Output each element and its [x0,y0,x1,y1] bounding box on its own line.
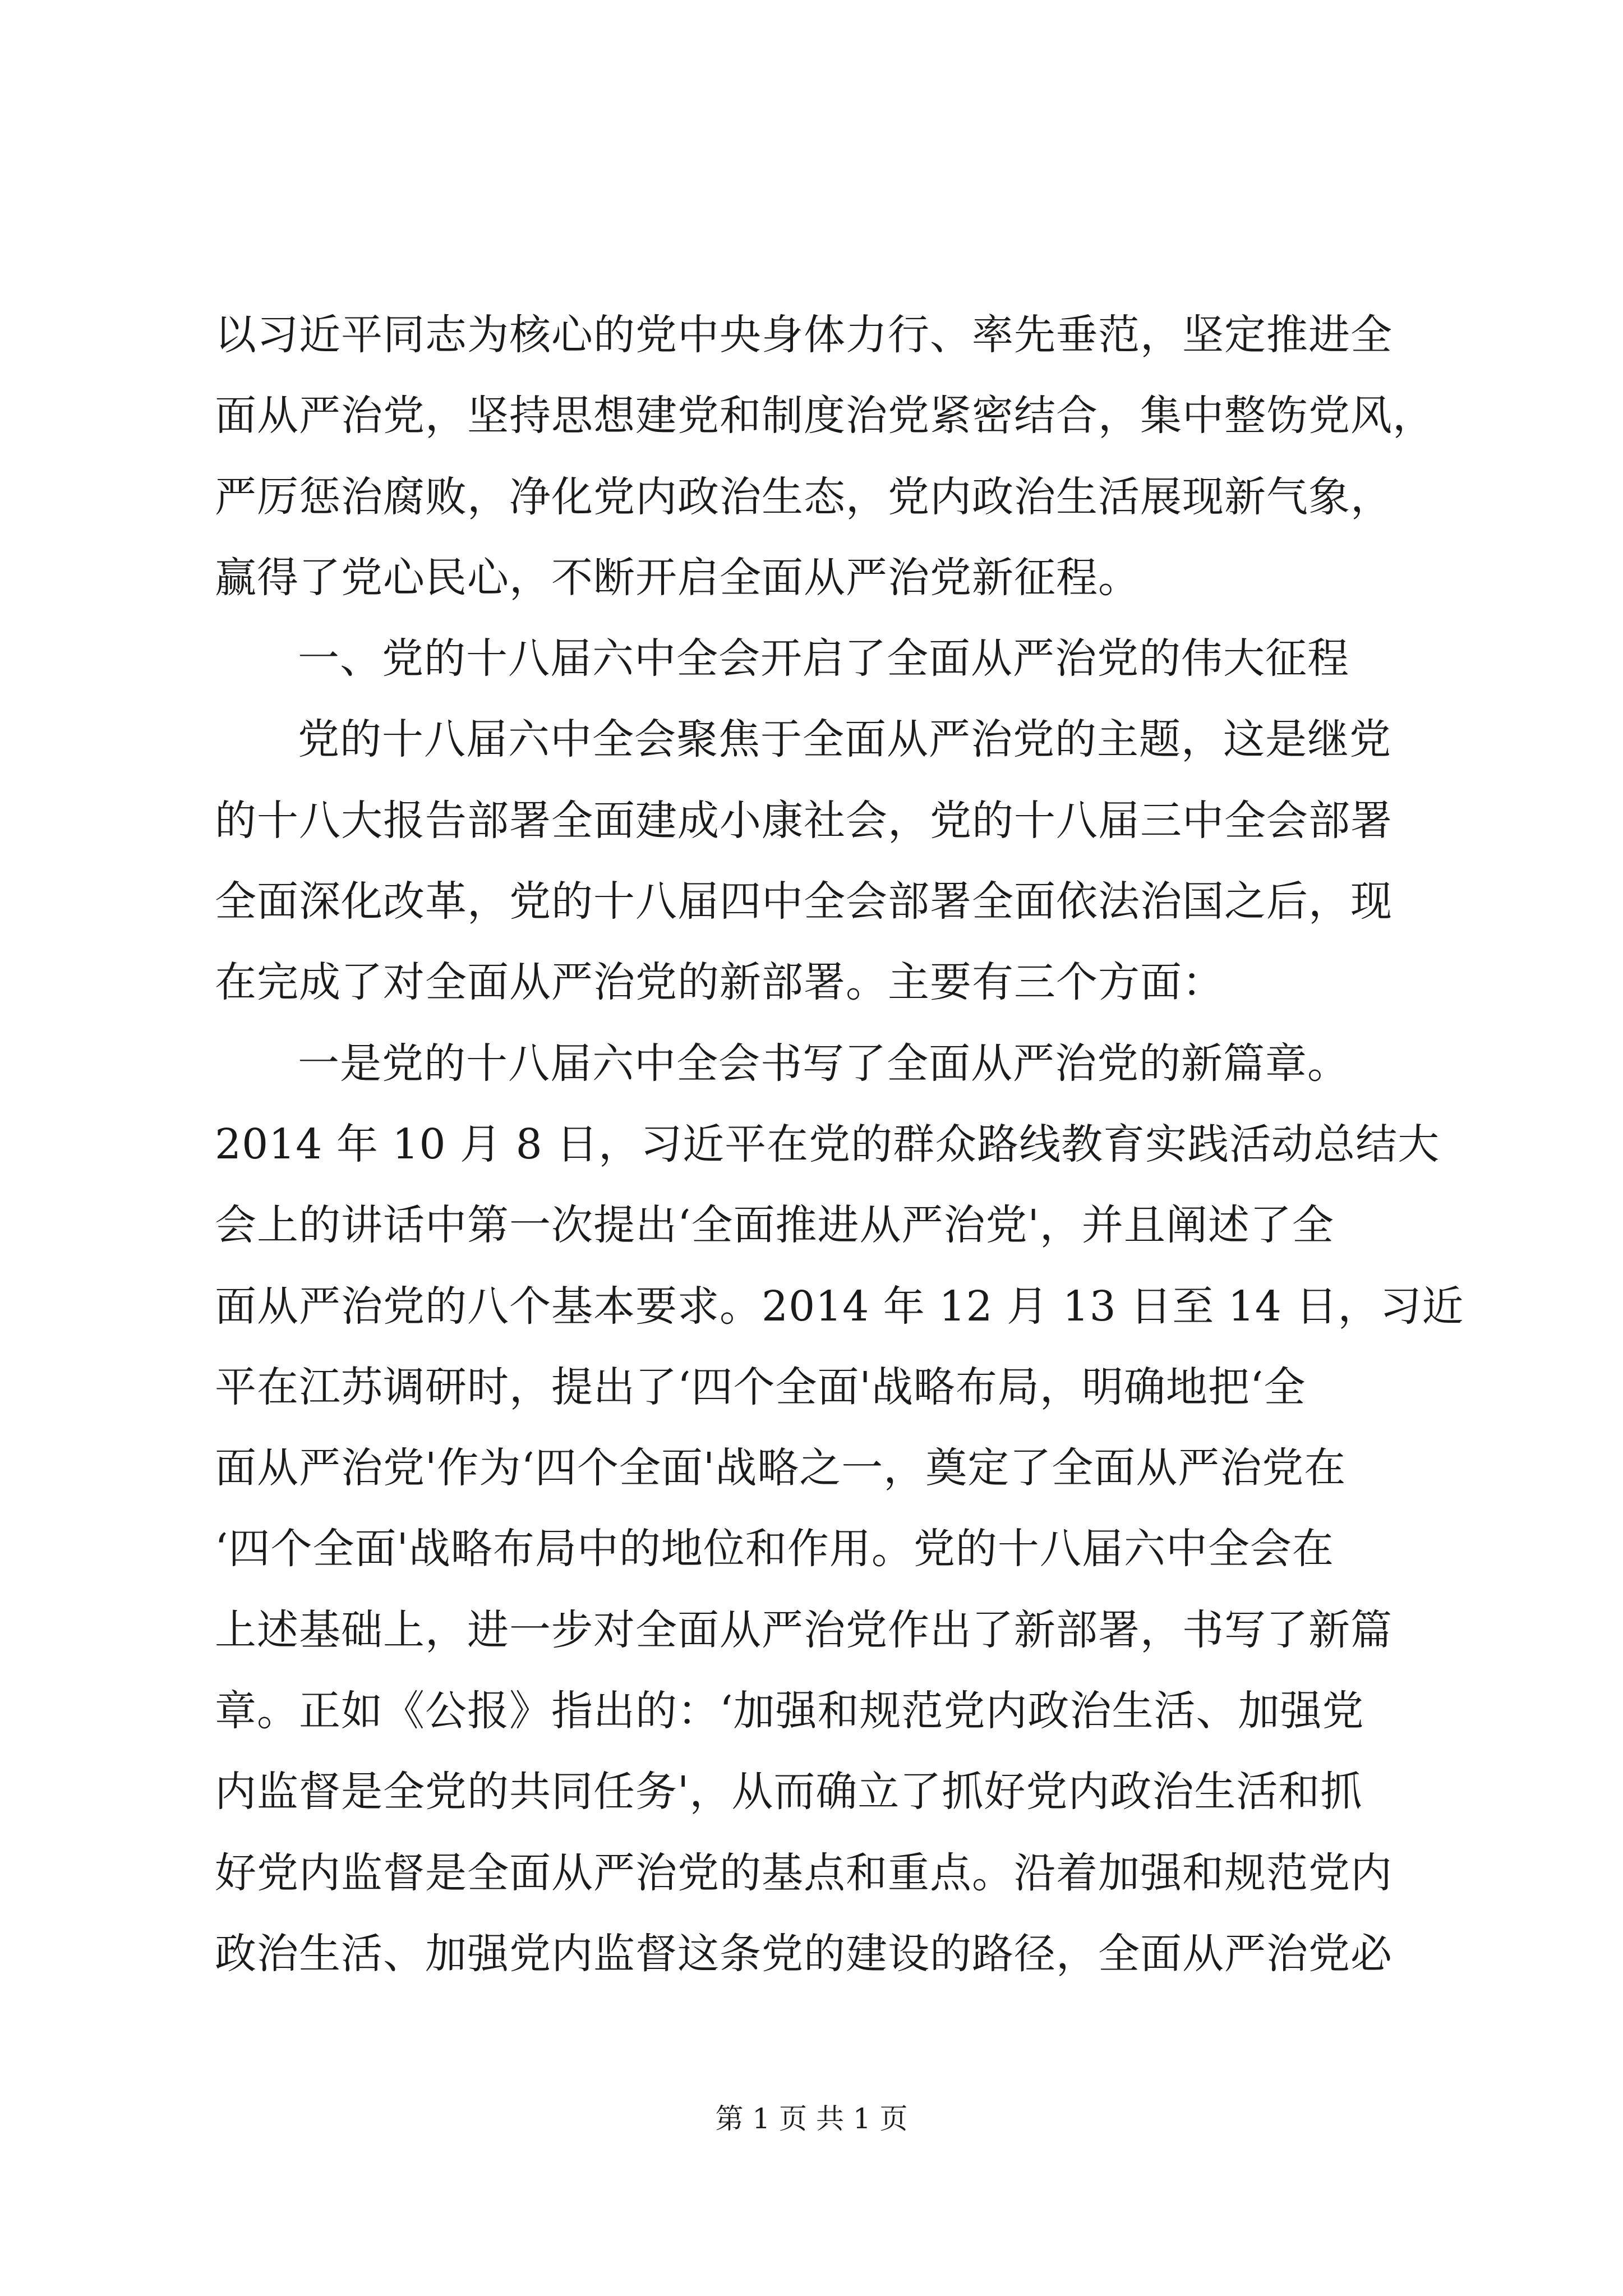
text-line: 2014 年 10 月 8 日，习近平在党的群众路线教育实践活动总结大 [215,1120,1440,1168]
text-line: 上述基础上，进一步对全面从严治党作出了新部署，书写了新篇 [215,1605,1393,1654]
text-line: 面从严治党的八个基本要求。2014 年 12 月 13 日至 14 日，习近 [215,1282,1464,1331]
text-line: 赢得了党心民心，不断开启全面从严治党新征程。 [215,553,1140,602]
text-line: 在完成了对全面从严治党的新部署。主要有三个方面： [215,958,1224,1007]
text-line: 面从严治党，坚持思想建党和制度治党紧密结合，集中整饬党风， [215,392,1435,440]
text-line: 平在江苏调研时，提出了‘四个全面'战略布局，明确地把‘全 [215,1363,1306,1411]
page-number: 第 1 页 共 1 页 [715,2102,908,2135]
text-line: 面从严治党'作为‘四个全面'战略之一，奠定了全面从严治党在 [215,1444,1347,1493]
text-line: 章。正如《公报》指出的：‘加强和规范党内政治生活、加强党 [215,1687,1364,1736]
text-line: 会上的讲话中第一次提出‘全面推进从严治党'，并且阐述了全 [215,1201,1334,1250]
section-heading: 一、党的十八届六中全会开启了全面从严治党的伟大征程 [298,634,1349,683]
text-line: 一是党的十八届六中全会书写了全面从严治党的新篇章。 [298,1039,1349,1088]
page-footer [0,2099,1623,2138]
text-line: 的十八大报告部署全面建成小康社会，党的十八届三中全会部署 [215,796,1393,845]
text-line: 政治生活、加强党内监督这条党的建设的路径，全面从严治党必 [215,1929,1393,1978]
text-line: 全面深化改革，党的十八届四中全会部署全面依法治国之后，现 [215,877,1393,926]
text-line: 严厉惩治腐败，净化党内政治生态，党内政治生活展现新气象， [215,472,1393,521]
text-line: 党的十八届六中全会聚焦于全面从严治党的主题，这是继党 [298,715,1391,764]
text-line: 以习近平同志为核心的党中央身体力行、率先垂范，坚定推进全 [215,311,1393,359]
text-line: ‘四个全面'战略布局中的地位和作用。党的十八届六中全会在 [215,1525,1334,1573]
text-line: 内监督是全党的共同任务'，从而确立了抓好党内政治生活和抓 [215,1768,1363,1816]
text-line: 好党内监督是全面从严治党的基点和重点。沿着加强和规范党内 [215,1848,1393,1897]
document-body [215,295,1464,1994]
